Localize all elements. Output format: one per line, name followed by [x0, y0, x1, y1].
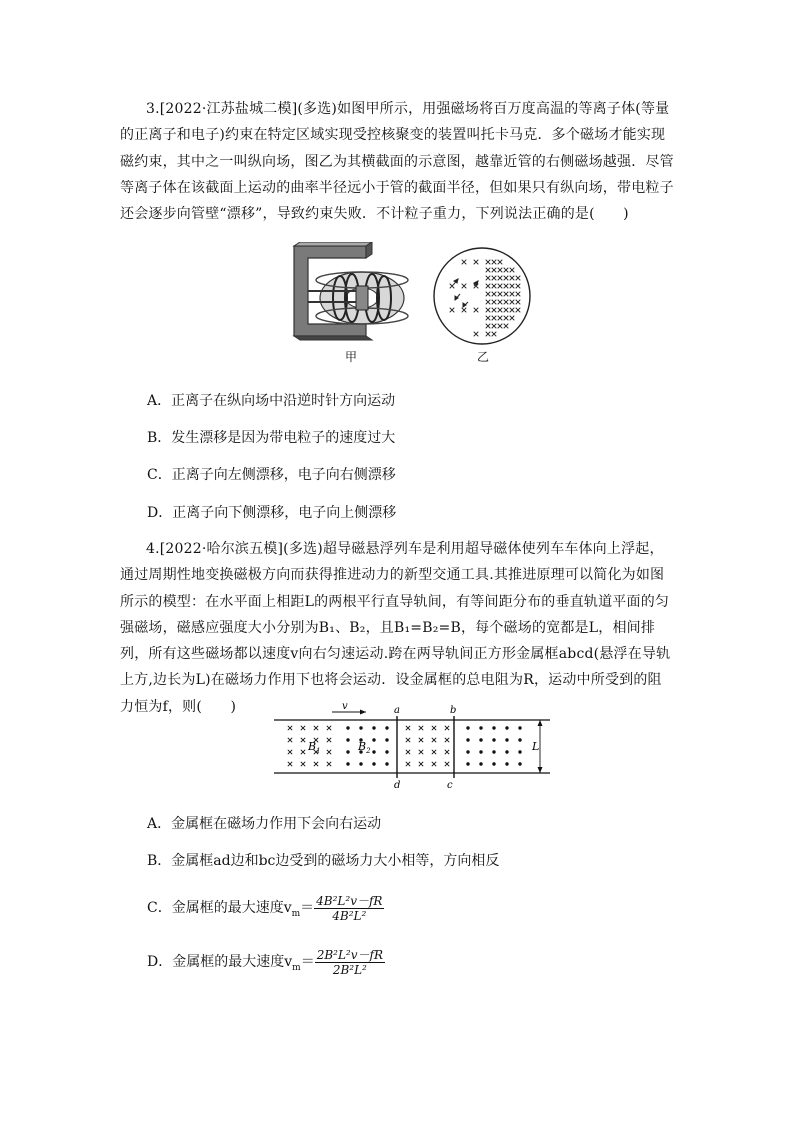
field-cross-mark	[419, 762, 423, 766]
field-cross-mark	[301, 726, 305, 730]
field-cross-mark	[432, 726, 436, 730]
field-dot-mark	[346, 750, 349, 753]
field-dot-mark	[372, 738, 375, 741]
q4-option-c-fraction: $\frac{\text{4B²L²v－fR}}{\text{4B²L²}}$	[316, 893, 383, 923]
field-dot-mark	[359, 726, 362, 729]
field-dot-mark	[492, 726, 495, 729]
field-dot-mark	[518, 762, 521, 765]
field-dot-mark	[372, 726, 375, 729]
field-dot-mark	[505, 726, 508, 729]
field-cross-mark	[301, 762, 305, 766]
field-cross-mark	[445, 738, 449, 742]
b2-label: $B_2$	[358, 740, 371, 755]
figure-label-yi: 乙	[477, 350, 490, 364]
velocity-label: v	[342, 701, 348, 712]
field-cross-mark	[419, 726, 423, 730]
field-dot-mark	[479, 750, 482, 753]
q4-option-b[interactable]: B．金属框ad边和bc边受到的磁场力大小相等，方向相反	[147, 853, 500, 869]
field-dot-mark	[466, 750, 469, 753]
cross-section-figure	[432, 246, 532, 346]
q3-option-a[interactable]: A．正离子在纵向场中沿逆时针方向运动	[147, 393, 396, 409]
field-dot-mark	[505, 762, 508, 765]
length-label: L	[532, 740, 540, 753]
q3-option-d[interactable]: D．正离子向下侧漂移，电子向上侧漂移	[147, 505, 397, 521]
field-cross-mark	[419, 750, 423, 754]
corner-a-label: a	[394, 705, 400, 716]
field-dot-mark	[518, 726, 521, 729]
field-dot-mark	[479, 738, 482, 741]
field-cross-mark	[288, 726, 292, 730]
field-dot-mark	[385, 750, 388, 753]
maglev-rail-figure	[270, 700, 560, 792]
corner-b-label: b	[450, 705, 457, 716]
figure-label-jia: 甲	[345, 350, 358, 364]
field-dot-mark	[372, 762, 375, 765]
q4-option-a[interactable]: A．金属框在磁场力作用下会向右运动	[147, 816, 382, 832]
field-cross-mark	[314, 762, 318, 766]
field-dot-mark	[346, 738, 349, 741]
question-3-text: 3.[2022·江苏盐城二模](多选)如图甲所示，用强磁场将百万度高温的等离子体(等量的正离子和电子)约束在特定区域实现受控核聚变的装置叫托卡马克．多个磁场才能实现磁约束，其中之一叫纵向场，图乙为其横截面的示意图，越靠近管的右侧磁场越强．尽管等离子体在该截面上运动的曲率半径远小于管的截面半径，但如果只有纵向场，带电粒子还会逐步向管壁“漂移”，导致约束失败．不计粒子重力，下列说法正确的是( )	[120, 101, 674, 223]
field-dot-mark	[346, 762, 349, 765]
q3-option-b[interactable]: B．发生漂移是因为带电粒子的速度过大	[147, 430, 396, 446]
field-cross-mark	[288, 762, 292, 766]
tokamak-device-figure	[288, 242, 416, 346]
field-dot-mark	[372, 750, 375, 753]
field-cross-mark	[406, 726, 410, 730]
field-dot-mark	[492, 762, 495, 765]
question-4-text: 4.[2022·哈尔滨五模](多选)超导磁悬浮列车是利用超导磁体使列车车体向上浮起，通过周期性地变换磁极方向而获得推进动力的新型交通工具.其推进原理可以简化为如图所示的模型：在水平面上相距L的两根平行直导轨间，有等间距分布的垂直轨道平面的匀强磁场，磁感应强度大小分别为B₁、B₂，且B₁=B₂=B，每个磁场的宽都是L，相间排列，所有这些磁场都以速度v向右匀速运动.跨在两导轨间正方形金属框abcd(悬浮在导轨上方,边长为L)在磁场力作用下也将会运动．设金属框的总电阻为R，运动中所受到的阻力恒为f，则( )	[120, 541, 671, 715]
field-dot-mark	[466, 726, 469, 729]
field-cross-mark	[327, 726, 331, 730]
b1-label: $B_1$	[308, 740, 321, 755]
corner-c-label: c	[447, 780, 453, 791]
field-cross-mark	[445, 726, 449, 730]
field-cross-mark	[432, 750, 436, 754]
field-dot-mark	[518, 750, 521, 753]
field-cross-mark	[327, 750, 331, 754]
field-dot-mark	[479, 726, 482, 729]
q4-option-d-fraction: $\frac{\text{2B²L²v－fR}}{\text{2B²L²}}$	[316, 947, 383, 977]
field-cross-mark	[327, 738, 331, 742]
field-dot-mark	[505, 750, 508, 753]
field-dot-mark	[479, 762, 482, 765]
field-cross-mark	[445, 750, 449, 754]
field-cross-mark	[327, 762, 331, 766]
field-dot-mark	[385, 726, 388, 729]
field-cross-mark	[288, 738, 292, 742]
field-cross-mark	[432, 738, 436, 742]
field-dot-mark	[346, 726, 349, 729]
field-dot-mark	[385, 762, 388, 765]
field-cross-mark	[301, 750, 305, 754]
field-dot-mark	[492, 738, 495, 741]
field-dot-mark	[385, 738, 388, 741]
field-dot-mark	[505, 738, 508, 741]
field-cross-mark	[406, 738, 410, 742]
field-dot-mark	[466, 762, 469, 765]
field-cross-mark	[301, 738, 305, 742]
field-cross-mark	[432, 762, 436, 766]
corner-d-label: d	[394, 780, 401, 791]
field-cross-mark	[445, 762, 449, 766]
field-dot-mark	[518, 738, 521, 741]
q4-option-c[interactable]: C．金属框的最大速度$v_m=$ $\frac{\text{4B²L²v－fR}}{\text{4B²L²}}$	[147, 893, 383, 923]
field-dot-mark	[359, 762, 362, 765]
q4-option-d[interactable]: D．金属框的最大速度$v_m=$ $\frac{\text{2B²L²v－fR}}{\text{2B²L²}}$	[147, 947, 383, 977]
field-cross-mark	[406, 750, 410, 754]
field-dot-mark	[492, 750, 495, 753]
field-cross-mark	[314, 726, 318, 730]
field-dot-mark	[466, 738, 469, 741]
field-cross-mark	[288, 750, 292, 754]
q3-option-c[interactable]: C．正离子向左侧漂移，电子向右侧漂移	[147, 467, 396, 483]
field-cross-mark	[419, 738, 423, 742]
field-cross-mark	[406, 762, 410, 766]
